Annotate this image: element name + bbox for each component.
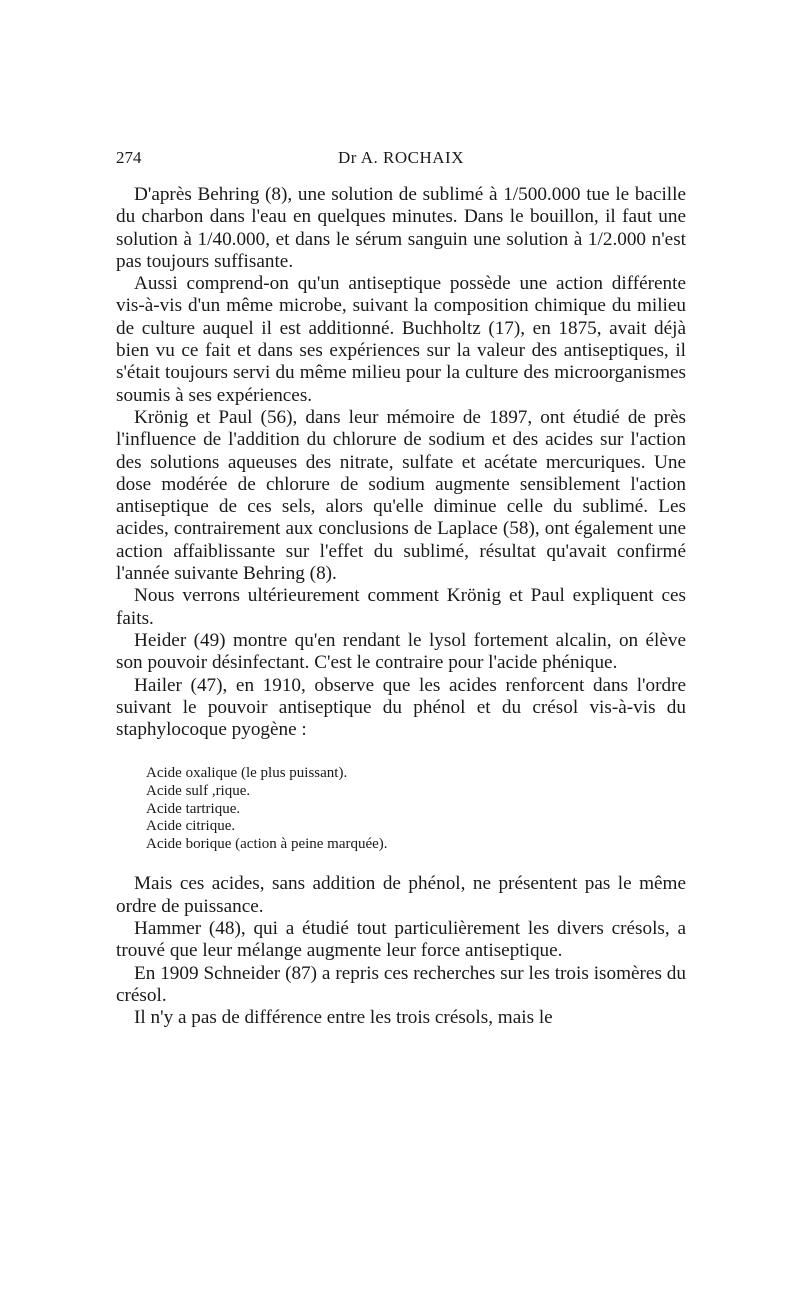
paragraph: D'après Behring (8), une solution de sublimé à 1/500.000 tue le bacille du charbon dans l'eau en quelques minutes. Dans le bouillon, il faut une solution à 1/40.000, et dans le sérum sanguin une solution à 1/2.000 n'est pas toujours suffisante. bbox=[116, 184, 686, 272]
acid-list-item: Acide oxalique (le plus puissant). bbox=[146, 765, 348, 782]
paragraph: Krönig et Paul (56), dans leur mémoire de 1897, ont étudié de près l'influence de l'addition du chlorure de sodium et des acides sur l'action des solutions aqueuses des nitrate, sulfate et acétate mercuriques. Une dose modérée de chlorure de sodium augmente sensiblement l'action antiseptique de ces sels, alors qu'elle diminue celle du sublimé. Les acides, contrairement aux conclusions de Laplace (58), ont également une action affaiblissante sur l'effet du sublimé, résultat qu'avait confirmé l'année suivante Behring (8). bbox=[116, 406, 686, 585]
acid-list-item: Acide citrique. bbox=[146, 818, 236, 835]
acid-list bbox=[146, 765, 686, 853]
running-title: Dr A. ROCHAIX bbox=[338, 148, 464, 167]
body-text bbox=[116, 184, 686, 1029]
paragraph: Aussi comprend-on qu'un antiseptique possède une action différente vis-à-vis d'un même microbe, suivant la composition chimique du milieu de culture auquel il est additionné. Buchholtz (17), en 1875, avait déjà bien vu ce fait et dans ses expériences sur la valeur des antiseptiques, il s'était toujours servi du même milieu pour la culture des microorganismes soumis à ses expériences. bbox=[116, 273, 686, 406]
page-header bbox=[116, 148, 686, 172]
paragraph: Hammer (48), qui a étudié tout particulièrement les divers crésols, a trouvé que leur mélange augmente leur force antiseptique. bbox=[116, 917, 686, 962]
paragraph: Il n'y a pas de différence entre les trois crésols, mais le bbox=[134, 1007, 553, 1029]
paragraph: Heider (49) montre qu'en rendant le lysol fortement alcalin, on élève son pouvoir désinfectant. C'est le contraire pour l'acide phénique. bbox=[116, 629, 686, 674]
paragraph: En 1909 Schneider (87) a repris ces recherches sur les trois isomères du crésol. bbox=[116, 962, 686, 1006]
paragraph: Nous verrons ultérieurement comment Krönig et Paul expliquent ces faits. bbox=[116, 585, 686, 629]
paragraph: Mais ces acides, sans addition de phénol, ne présentent pas le même ordre de puissance. bbox=[116, 873, 686, 917]
acid-list-item: Acide borique (action à peine marquée). bbox=[146, 835, 388, 852]
acid-list-item: Acide sulf ,rique. bbox=[146, 783, 251, 800]
paragraph: Hailer (47), en 1910, observe que les acides renforcent dans l'ordre suivant le pouvoir antiseptique du phénol et du crésol vis-à-vis du staphylocoque pyogène : bbox=[116, 674, 686, 741]
page-number: 274 bbox=[116, 148, 142, 167]
acid-list-item: Acide tartrique. bbox=[146, 800, 241, 817]
